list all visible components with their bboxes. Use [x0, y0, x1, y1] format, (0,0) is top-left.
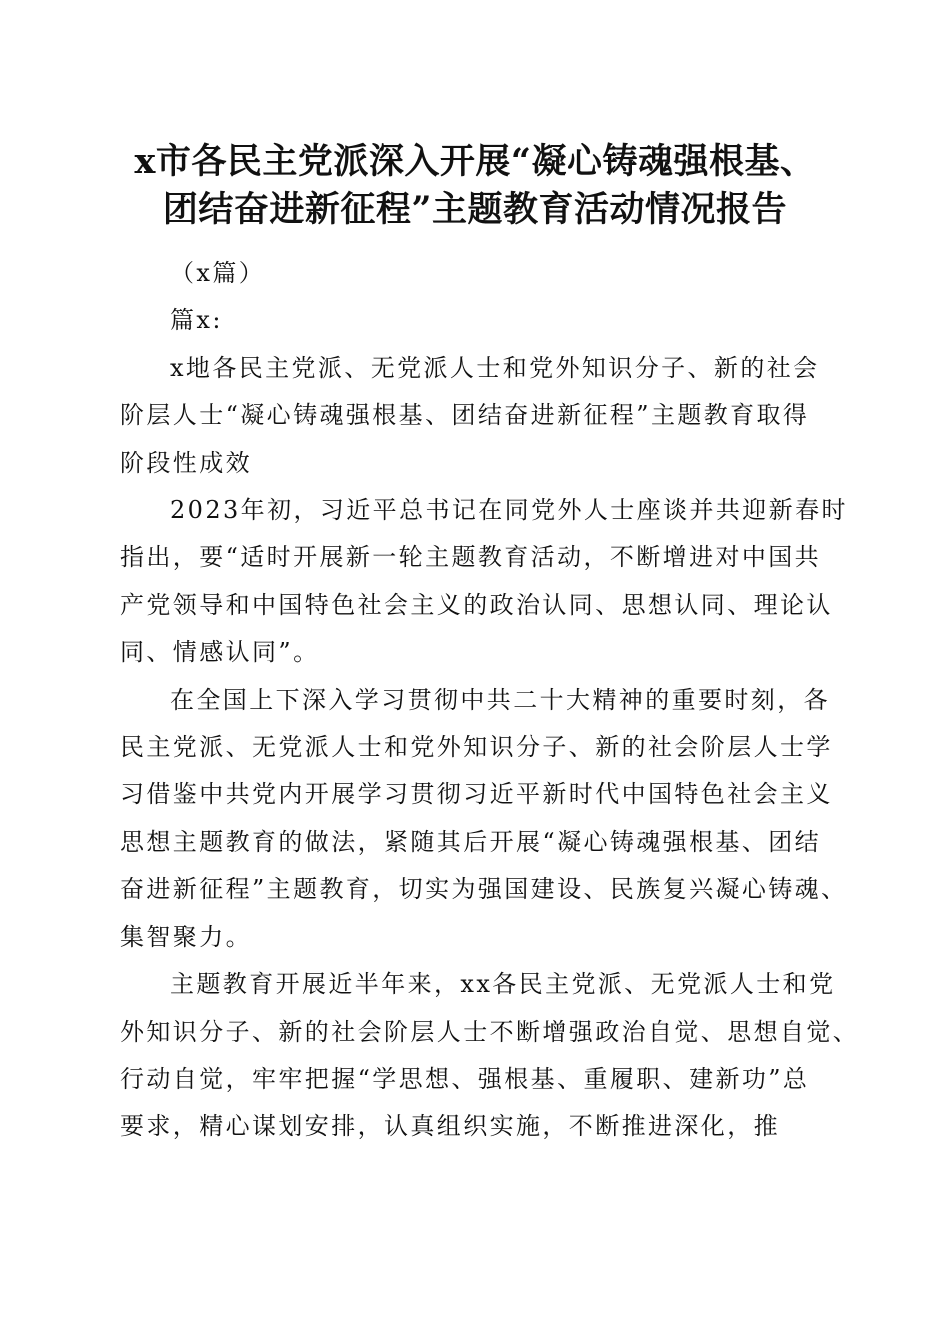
section-label: 篇x: — [170, 306, 223, 335]
paragraph-line: 民主党派、无党派人士和党外知识分子、新的社会阶层人士学 — [120, 733, 833, 762]
paragraph-line: 奋进新征程”主题教育，切实为强国建设、民族复兴凝心铸魂、 — [120, 875, 848, 904]
paragraph-line: 指出，要“适时开展新一轮主题教育活动，不断增进对中国共 — [120, 543, 822, 572]
paragraph-line: 习借鉴中共党内开展学习贯彻习近平新时代中国特色社会主义 — [120, 780, 833, 809]
paragraph-line: 思想主题教育的做法，紧随其后开展“凝心铸魂强根基、团结 — [120, 827, 822, 856]
paragraph-line: 行动自觉，牢牢把握“学思想、强根基、重履职、建新功”总 — [120, 1064, 810, 1093]
document-title — [60, 138, 890, 234]
paragraph-line: 阶层人士“凝心铸魂强根基、团结奋进新征程”主题教育取得 — [120, 401, 810, 430]
document-body — [120, 250, 860, 1151]
document-subtitle: （x篇） — [170, 259, 266, 287]
paragraph-line: x地各民主党派、无党派人士和党外知识分子、新的社会 — [170, 353, 820, 382]
paragraph-line: 外知识分子、新的社会阶层人士不断增强政治自觉、思想自觉、 — [120, 1017, 860, 1046]
paragraph-line: 2023年初，习近平总书记在同党外人士座谈并共迎新春时 — [170, 496, 848, 525]
paragraph-line: 要求，精心谋划安排，认真组织实施，不断推进深化，推 — [120, 1112, 780, 1141]
paragraph-line: 产党领导和中国特色社会主义的政治认同、思想认同、理论认 — [120, 590, 833, 619]
title-line-1: x市各民主党派深入开展“凝心铸魂强根基、 — [134, 141, 816, 182]
title-line-2: 团结奋进新征程”主题教育活动情况报告 — [162, 189, 788, 230]
paragraph-1 — [120, 345, 840, 487]
paragraph-line: 同、情感认同”。 — [120, 638, 320, 667]
paragraph-line: 集智聚力。 — [120, 922, 252, 951]
paragraph-4 — [120, 961, 860, 1151]
paragraph-2 — [120, 487, 848, 677]
paragraph-line: 阶段性成效 — [120, 448, 252, 477]
paragraph-line: 主题教育开展近半年来，xx各民主党派、无党派人士和党 — [170, 970, 836, 999]
paragraph-line: 在全国上下深入学习贯彻中共二十大精神的重要时刻，各 — [170, 685, 830, 714]
paragraph-3 — [120, 677, 848, 961]
